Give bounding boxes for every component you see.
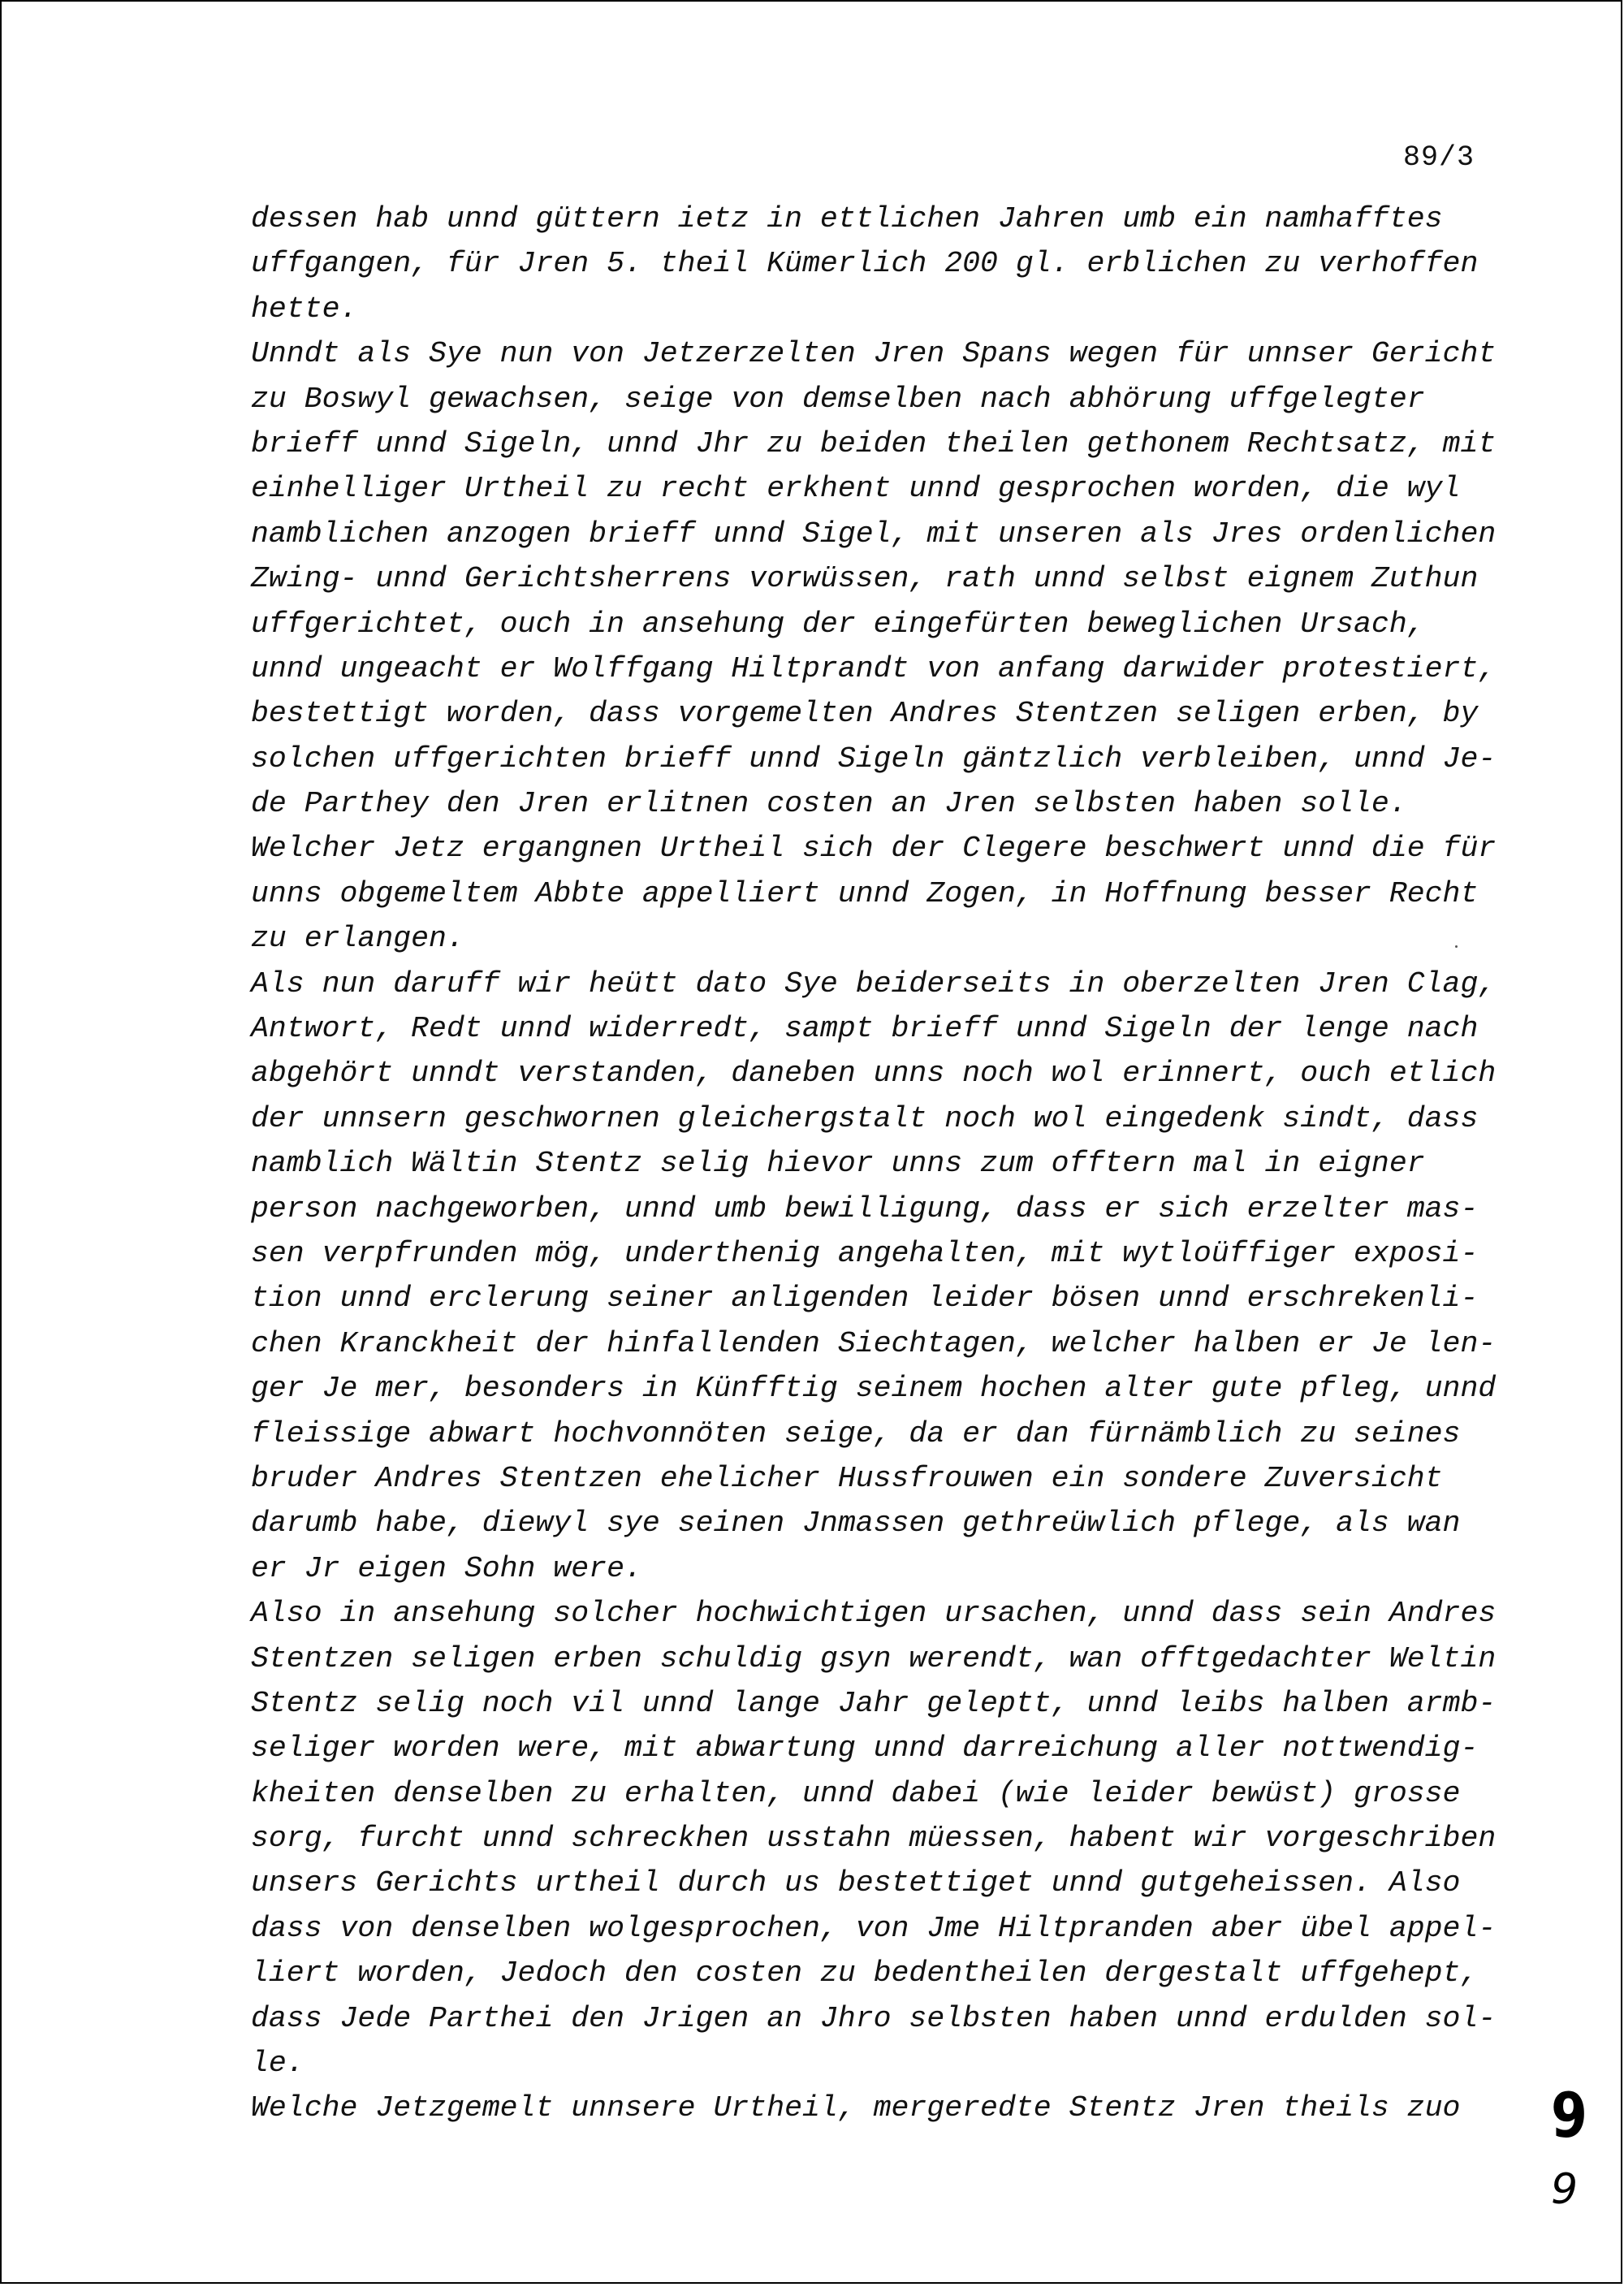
- text-line: Als nun daruff wir heütt dato Sye beiderseits in oberzelten Jren Clag,: [251, 966, 1497, 1001]
- stray-dot: [1455, 945, 1458, 948]
- text-line: darumb habe, diewyl sye seinen Jnmassen gethreüwlich pflege, als wan: [251, 1507, 1461, 1541]
- text-line: Welche Jetzgemelt unnsere Urtheil, mergeredte Stentz Jren theils zuo: [251, 2091, 1461, 2125]
- text-line: Unndt als Sye nun von Jetzerzelten Jren Spans wegen für unnser Gericht: [251, 337, 1497, 371]
- page-number: 89/3: [1402, 141, 1475, 174]
- handwritten-page-mark-large: 9: [1550, 2079, 1587, 2151]
- text-line: Stentzen seligen erben schuldig gsyn werendt, wan offtgedachter Weltin: [251, 1641, 1497, 1675]
- text-line: dessen hab unnd güttern ietz in ettlichen Jahren umb ein namhafftes: [251, 202, 1443, 236]
- text-line: tion unnd erclerung seiner anligenden leider bösen unnd erschrekenli-: [251, 1282, 1479, 1316]
- text-line: namblichen anzogen brieff unnd Sigel, mit unseren als Jres ordenlichen: [251, 517, 1497, 551]
- body-text: [251, 197, 1534, 2131]
- text-line: person nachgeworben, unnd umb bewilligung, dass er sich erzelter mas-: [251, 1191, 1479, 1226]
- text-line: chen Kranckheit der hinfallenden Siechtagen, welcher halben er Je len-: [251, 1326, 1497, 1360]
- text-line: brieff unnd Sigeln, unnd Jhr zu beiden theilen gethonem Rechtsatz, mit: [251, 426, 1497, 460]
- handwritten-page-mark-small: 9: [1551, 2165, 1579, 2214]
- text-line: der unnsern geschwornen gleichergstalt noch wol eingedenk sindt, dass: [251, 1101, 1479, 1135]
- text-line: kheiten denselben zu erhalten, unnd dabei (wie leider bewüst) grosse: [251, 1776, 1461, 1810]
- text-line: Also in ansehung solcher hochwichtigen ursachen, unnd dass sein Andres: [251, 1597, 1497, 1631]
- text-line: unnd ungeacht er Wolffgang Hiltprandt von anfang darwider protestiert,: [251, 651, 1497, 685]
- text-line: hette.: [251, 292, 358, 326]
- text-line: Welcher Jetz ergangnen Urtheil sich der Clegere beschwert unnd die für: [251, 832, 1497, 866]
- text-line: uffgerichtet, ouch in ansehung der eingefürten beweglichen Ursach,: [251, 607, 1425, 641]
- text-line: zu Boswyl gewachsen, seige von demselben nach abhörung uffgelegter: [251, 382, 1425, 416]
- text-line: unsers Gerichts urtheil durch us bestettiget unnd gutgeheissen. Also: [251, 1866, 1461, 1900]
- text-line: abgehört unndt verstanden, daneben unns noch wol erinnert, ouch etlich: [251, 1057, 1497, 1091]
- text-line: sorg, furcht unnd schreckhen usstahn müessen, habent wir vorgeschriben: [251, 1822, 1497, 1856]
- text-line: fleissige abwart hochvonnöten seige, da er dan fürnämblich zu seines: [251, 1416, 1461, 1450]
- text-line: sen verpfrunden mög, underthenig angehalten, mit wytloüffiger exposi-: [251, 1236, 1479, 1270]
- text-line: dass von denselben wolgesprochen, von Jme Hiltpranden aber übel appel-: [251, 1911, 1497, 1945]
- text-line: bestettigt worden, dass vorgemelten Andres Stentzen seligen erben, by: [251, 697, 1479, 731]
- text-line: de Parthey den Jren erlitnen costen an Jren selbsten haben solle.: [251, 787, 1407, 821]
- text-line: Zwing- unnd Gerichtsherrens vorwüssen, rath unnd selbst eignem Zuthun: [251, 562, 1479, 596]
- text-line: solchen uffgerichten brieff unnd Sigeln gäntzlich verbleiben, unnd Je-: [251, 741, 1497, 776]
- text-line: er Jr eigen Sohn were.: [251, 1551, 642, 1585]
- text-line: namblich Wältin Stentz selig hievor unns zum offtern mal in eigner: [251, 1147, 1425, 1181]
- text-line: liert worden, Jedoch den costen zu bedentheilen dergestalt uffgehept,: [251, 1956, 1479, 1991]
- text-line: uffgangen, für Jren 5. theil Kümerlich 200 gl. erblichen zu verhoffen: [251, 247, 1479, 281]
- text-line: bruder Andres Stentzen ehelicher Hussfrouwen ein sondere Zuversicht: [251, 1461, 1443, 1495]
- text-line: dass Jede Parthei den Jrigen an Jhro selbsten haben unnd erdulden sol-: [251, 2001, 1497, 2035]
- text-line: seliger worden were, mit abwartung unnd darreichung aller nottwendig-: [251, 1731, 1479, 1766]
- text-line: unns obgemeltem Abbte appelliert unnd Zogen, in Hoffnung besser Recht: [251, 876, 1479, 910]
- text-line: einhelliger Urtheil zu recht erkhent unnd gesprochen worden, die wyl: [251, 472, 1461, 506]
- text-line: zu erlangen.: [251, 922, 464, 956]
- text-line: Stentz selig noch vil unnd lange Jahr geleptt, unnd leibs halben armb-: [251, 1686, 1497, 1720]
- text-line: Antwort, Redt unnd widerredt, sampt brieff unnd Sigeln der lenge nach: [251, 1012, 1479, 1046]
- text-line: ger Je mer, besonders in Künfftig seinem hochen alter gute pfleg, unnd: [251, 1372, 1497, 1406]
- text-line: le.: [251, 2047, 304, 2081]
